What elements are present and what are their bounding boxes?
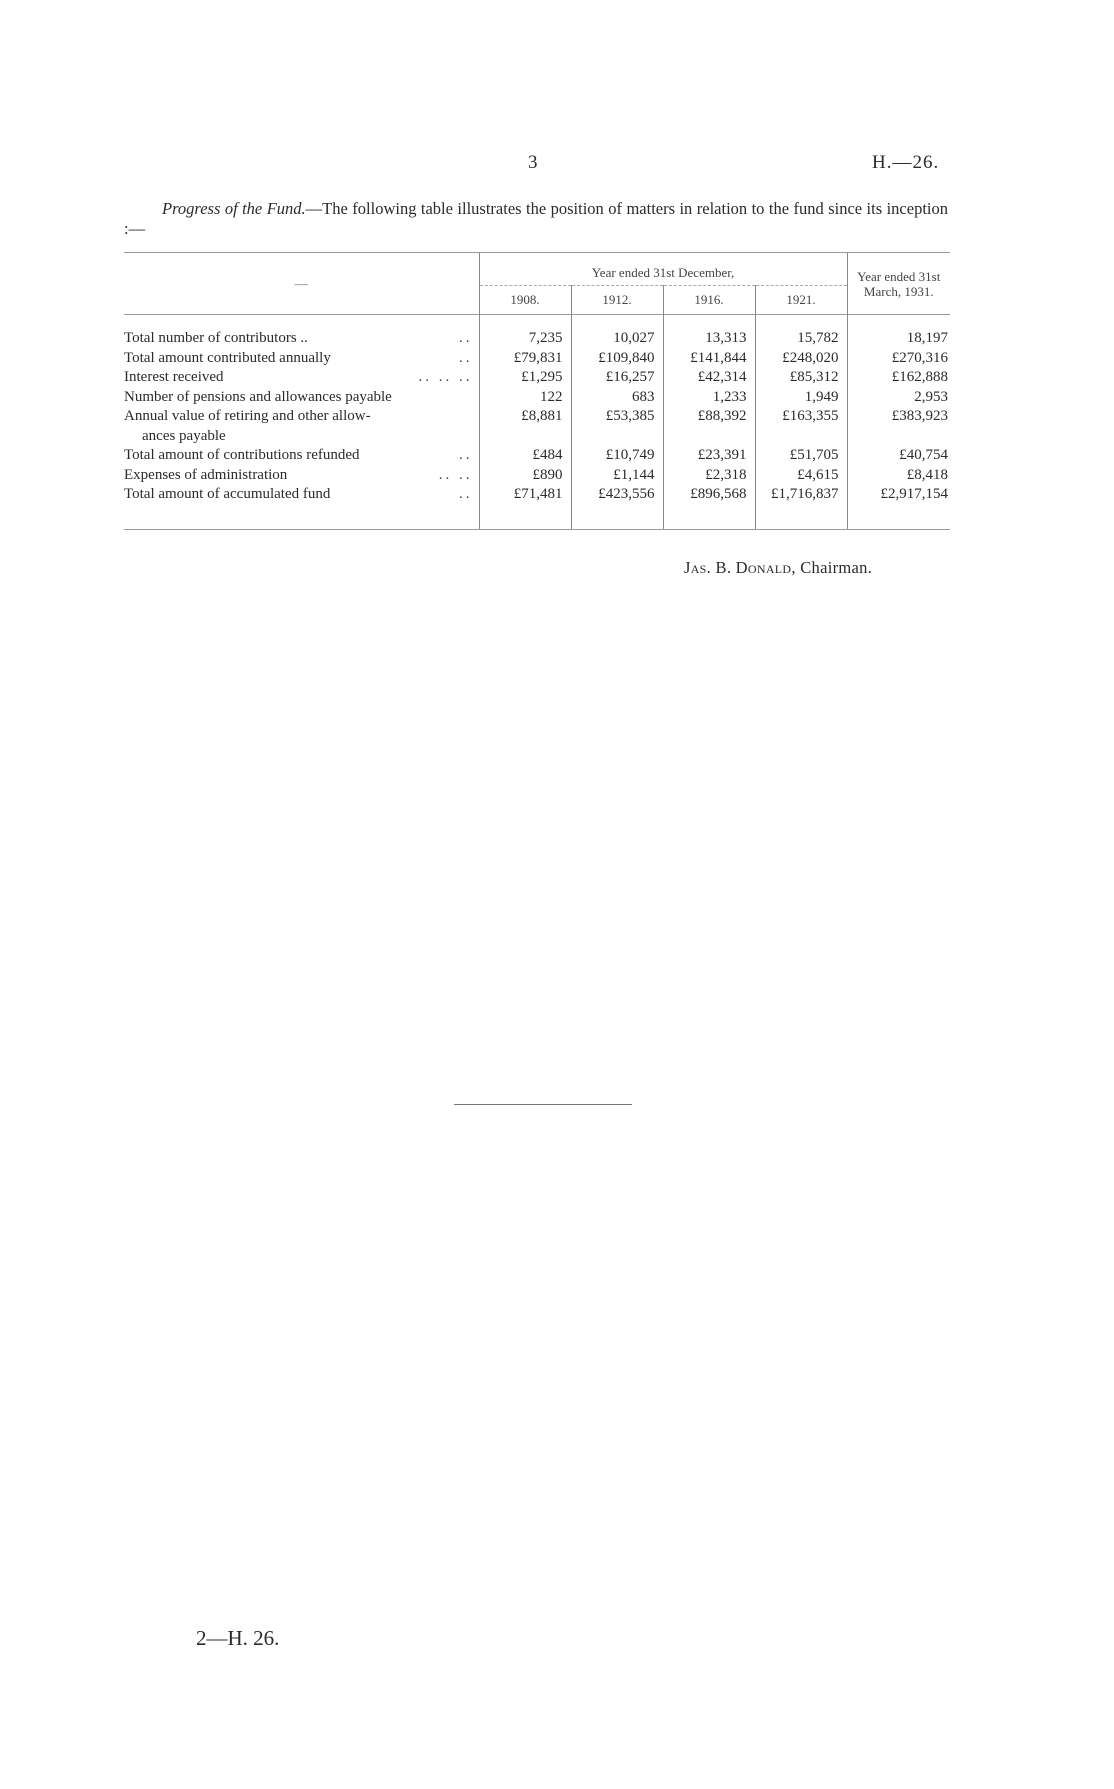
year-header: 1921. (755, 286, 847, 315)
table-bottom-rule (124, 529, 950, 530)
table-cell: 122 (479, 388, 571, 408)
table-cell: £109,840 (571, 349, 663, 369)
row-label: Total amount of contributions refunded (124, 447, 360, 463)
table-cell: 18,197 (847, 329, 950, 349)
table-cell: £8,418 (847, 466, 950, 486)
group-header: Year ended 31st December, (479, 253, 847, 286)
table-cell: £71,481 (479, 485, 571, 505)
page-number: 3 (528, 152, 538, 173)
row-label: Expenses of administration (124, 466, 288, 483)
table-cell: £79,831 (479, 349, 571, 369)
section-divider (454, 1104, 632, 1105)
table-cell: £1,716,837 (755, 485, 847, 505)
table-cell: £141,844 (663, 349, 755, 369)
leader-dots: .. (459, 349, 473, 366)
intro-lead: Progress of the Fund. (162, 199, 306, 218)
table-row (124, 349, 950, 369)
table-row (124, 466, 950, 486)
table-cell: 10,027 (571, 329, 663, 349)
last-column-header: Year ended 31st March, 1931. (847, 253, 950, 315)
leader-dots: .. (459, 447, 473, 463)
table-cell: £1,295 (479, 368, 571, 388)
year-header: 1916. (663, 286, 755, 315)
table-cell: £23,391 (663, 446, 755, 466)
fund-progress-table (124, 252, 950, 530)
table-cell: £383,923 (847, 407, 950, 446)
row-label: Total amount of accumulated fund (124, 486, 331, 502)
leader-dots: .. (459, 486, 473, 502)
leader-dots (469, 407, 473, 427)
table-cell: £163,355 (755, 407, 847, 446)
table-cell: £162,888 (847, 368, 950, 388)
signatory-name: Jas. B. Donald, (684, 558, 796, 577)
table-cell: £88,392 (663, 407, 755, 446)
document-reference: H.—26. (872, 152, 940, 173)
table-cell: £2,917,154 (847, 485, 950, 505)
leader-dots: .. (459, 330, 473, 346)
table-cell: 15,782 (755, 329, 847, 349)
table-row (124, 407, 950, 446)
table-cell: £890 (479, 466, 571, 486)
table-cell: £423,556 (571, 485, 663, 505)
table-cell: £85,312 (755, 368, 847, 388)
table-cell: £1,144 (571, 466, 663, 486)
leader-dots: .. .. (438, 466, 473, 483)
table-row (124, 388, 950, 408)
table-cell: £896,568 (663, 485, 755, 505)
table-cell: 7,235 (479, 329, 571, 349)
table-cell: £270,316 (847, 349, 950, 369)
signatory-title: Chairman. (800, 558, 873, 577)
table-cell: £4,615 (755, 466, 847, 486)
table-cell: 683 (571, 388, 663, 408)
table-cell: £2,318 (663, 466, 755, 486)
leader-dots: .. .. .. (418, 369, 473, 385)
footer-reference: 2—H. 26. (196, 1626, 280, 1650)
row-label: Number of pensions and allowances payable (124, 388, 392, 405)
leader-dots (469, 388, 473, 408)
row-label: Interest received (124, 369, 224, 385)
year-header: 1912. (571, 286, 663, 315)
table-cell: £16,257 (571, 368, 663, 388)
year-header: 1908. (479, 286, 571, 315)
label-column-header: — (294, 275, 308, 291)
table-cell: £40,754 (847, 446, 950, 466)
table-row (124, 446, 950, 466)
intro-text: —The following table illustrates the position of matters in relation to the fund since its inception :— (124, 199, 948, 238)
table-row (124, 368, 950, 388)
table-cell: £10,749 (571, 446, 663, 466)
table-cell: 2,953 (847, 388, 950, 408)
table-cell: £8,881 (479, 407, 571, 446)
row-label: Annual value of retiring and other allow- (124, 408, 371, 424)
intro-paragraph (124, 199, 948, 239)
table-cell: £248,020 (755, 349, 847, 369)
table-cell: £53,385 (571, 407, 663, 446)
row-label: Total number of contributors .. (124, 330, 308, 346)
table-cell: £42,314 (663, 368, 755, 388)
row-label: Total amount contributed annually (124, 349, 331, 366)
table-cell: £484 (479, 446, 571, 466)
table (124, 253, 950, 529)
table-row (124, 485, 950, 505)
table-cell: 13,313 (663, 329, 755, 349)
table-cell: 1,949 (755, 388, 847, 408)
table-row (124, 329, 950, 349)
signature (684, 558, 872, 578)
table-cell: £51,705 (755, 446, 847, 466)
table-cell: 1,233 (663, 388, 755, 408)
row-label-continuation: ances payable (142, 427, 226, 444)
